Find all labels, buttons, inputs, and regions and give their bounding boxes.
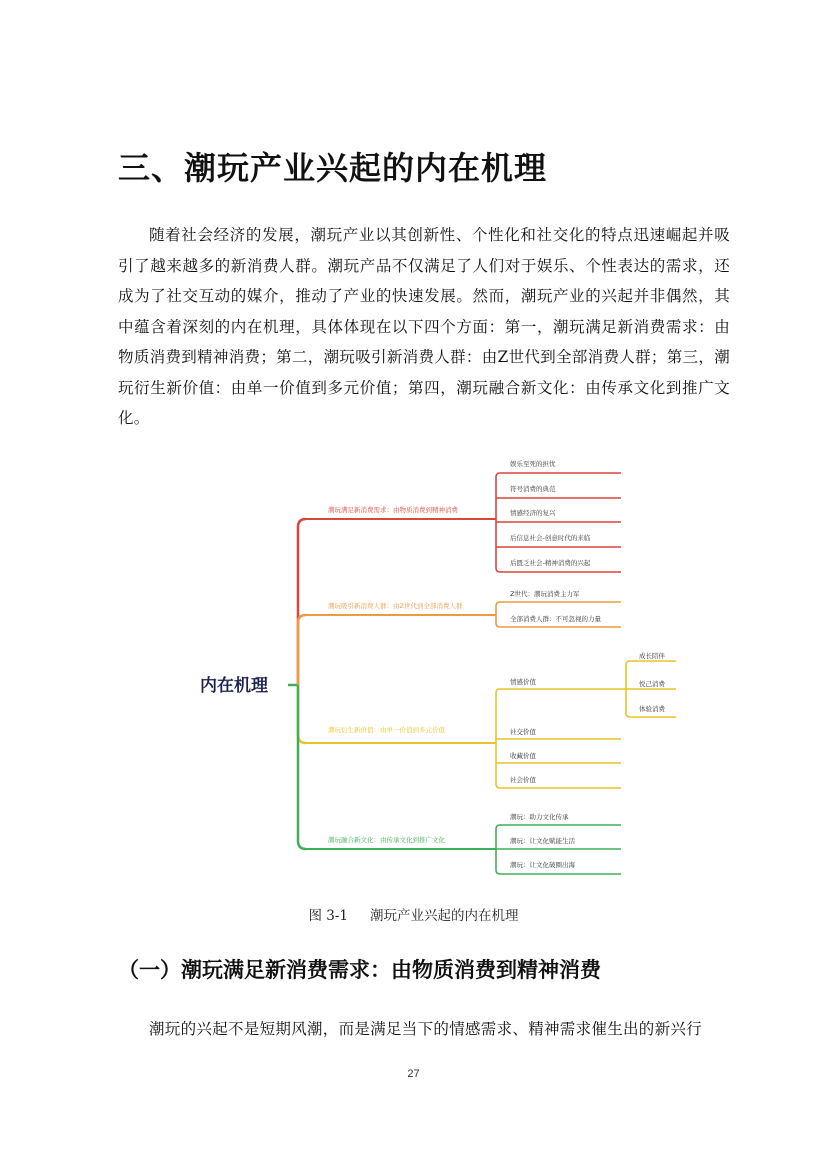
leaf-label: 情感经济的复兴 (510, 509, 556, 517)
trunk-green (298, 685, 306, 849)
figure-caption (0, 904, 827, 924)
page-number: 27 (407, 1068, 420, 1080)
section-paragraph: 潮玩的兴起不是短期风潮，而是满足当下的情感需求、精神需求催生出的新兴行 (149, 1020, 703, 1038)
leaf-label: 后匮乏社会-精神消费的兴起 (510, 559, 591, 567)
leaf-label: 潮玩：助力文化传承 (510, 813, 569, 821)
figure-number: 图 3-1 (308, 908, 349, 924)
mind-map-root: 内在机理 (200, 676, 268, 696)
sub-leaf-label: 悦己消费 (639, 680, 665, 688)
leaf-label: 社交价值 (510, 728, 536, 736)
leaf-label: 全部消费人群：不可忽视的力量 (510, 615, 601, 623)
leaf-label: 符号消费的典范 (510, 485, 556, 493)
sub-leaf-label: 成长陪伴 (639, 652, 665, 660)
leaf-label: 收藏价值 (510, 752, 536, 760)
trunk-orange (298, 615, 306, 685)
branch-label-red: 潮玩满足新消费需求：由物质消费到精神消费 (328, 506, 458, 514)
leaf-label: 社会价值 (510, 776, 536, 784)
branch-label-green: 潮玩融合新文化：由传承文化到推广文化 (328, 836, 445, 844)
leaf-label: 潮玩：让文化破圈出海 (510, 861, 575, 869)
branch-label-orange: 潮玩吸引新消费人群：由Z世代到全部消费人群 (328, 602, 463, 610)
leaf-label: 后信息社会-创意时代的来临 (510, 534, 591, 542)
mind-map-svg (196, 455, 680, 885)
intro-paragraph: 随着社会经济的发展，潮玩产业以其创新性、个性化和社交化的特点迅速崛起并吸引了越来越多的新消费人群。潮玩产品不仅满足了人们对于娱乐、个性表达的需求，还成为了社交互动的媒介，推动了产业的快速发展。然而，潮玩产业的兴起并非偶然，其中蕴含着深刻的内在机理，具体体现在以下四个方面：第一，潮玩满足新消费需求：由物质消费到精神消费；第二，潮玩吸引新消费人群：由Z世代到全部消费人群；第三，潮玩衍生新价值：由单一价值到多元价值；第四，潮玩融合新文化：由传承文化到推广文化。 (118, 226, 730, 427)
figure-caption-text: 潮玩产业兴起的内在机理 (370, 908, 519, 924)
section-title: （一）潮玩满足新消费需求：由物质消费到精神消费 (118, 958, 601, 982)
mind-map-figure (196, 455, 680, 885)
branch-label-yellow: 潮玩衍生新价值：由单一价值到多元价值 (328, 726, 445, 734)
leaf-label: 潮玩：让文化赋能生活 (510, 837, 575, 845)
leaf-label: Z世代：潮玩消费主力军 (510, 590, 580, 598)
leaf-label: 娱乐至死的担忧 (510, 460, 556, 468)
leaf-label: 情感价值 (510, 678, 536, 686)
leaf-line (496, 602, 621, 615)
page-title: 三、潮玩产业兴起的内在机理 (118, 149, 548, 187)
sub-leaf-label: 体验消费 (639, 705, 665, 713)
